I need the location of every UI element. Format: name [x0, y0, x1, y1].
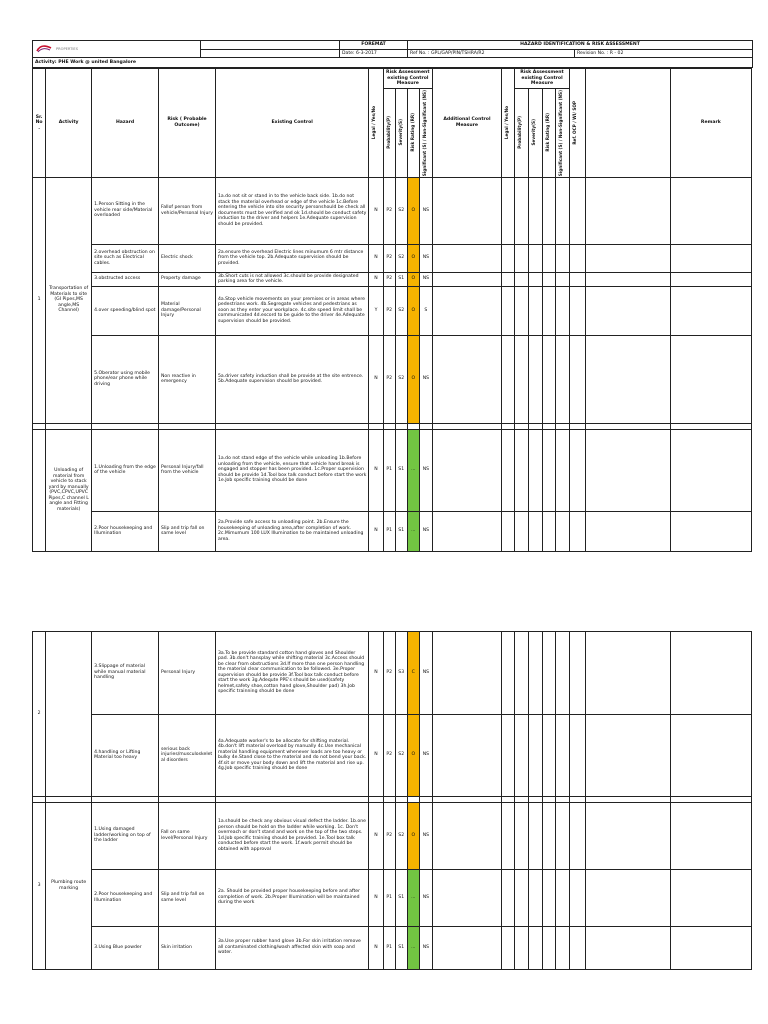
- table-row: [33, 429, 752, 511]
- probability-cell: P2: [383, 714, 395, 796]
- empty-cell: [586, 177, 670, 244]
- empty-cell: [432, 335, 501, 423]
- legal-cell: N: [369, 244, 383, 272]
- empty-cell: [569, 926, 585, 969]
- table-row: [33, 714, 752, 796]
- empty-cell: [670, 511, 751, 551]
- risk-cell: Electric shock: [159, 244, 216, 272]
- empty-cell: [542, 802, 555, 869]
- empty-cell: [555, 286, 569, 335]
- col-severity-2: Severity(S): [529, 88, 542, 177]
- empty-cell: [501, 244, 514, 272]
- table-row: [33, 869, 752, 926]
- col-sr-no: Sr. No.: [33, 69, 46, 178]
- empty-cell: [432, 177, 501, 244]
- hazard-cell: 2.Poor housekeeping and Illumination: [92, 511, 159, 551]
- form-header: [32, 40, 753, 68]
- risk-rating-cell: O: [407, 286, 419, 335]
- empty-cell: [515, 272, 529, 286]
- significance-cell: NS: [419, 714, 432, 796]
- probability-cell: P1: [383, 926, 395, 969]
- empty-cell: [529, 429, 542, 511]
- significance-cell: NS: [419, 802, 432, 869]
- empty-cell: [501, 511, 514, 551]
- empty-cell: [542, 272, 555, 286]
- significance-cell: NS: [419, 244, 432, 272]
- empty-cell: [555, 272, 569, 286]
- empty-cell: [542, 177, 555, 244]
- ref-number: Ref No. : GPL/GAP/PIN/TSHRA/R2: [408, 49, 575, 58]
- sub-brand: PROPERTIES: [56, 46, 78, 51]
- empty-cell: [542, 631, 555, 714]
- risk-cell: Property damage: [159, 272, 216, 286]
- empty-cell: [542, 714, 555, 796]
- empty-cell: [586, 272, 670, 286]
- empty-cell: [569, 429, 585, 511]
- severity-cell: S1: [395, 869, 407, 926]
- risk-rating-cell: O: [407, 244, 419, 272]
- hazard-cell: 2.Poor housekeeping and Illumination: [92, 869, 159, 926]
- empty-cell: [432, 802, 501, 869]
- form-date: Date: 6-3-2017: [340, 49, 408, 58]
- col-legal: Legal / Yes/No: [369, 69, 383, 178]
- col-hazard: Hazard: [92, 69, 159, 178]
- section-number: 1: [33, 177, 46, 423]
- legal-cell: N: [369, 714, 383, 796]
- empty-cell: [501, 335, 514, 423]
- empty-cell: [529, 926, 542, 969]
- legal-cell: Y: [369, 286, 383, 335]
- empty-cell: [555, 511, 569, 551]
- col-risk-assessment-existing: Risk Assessment existing Control Measure: [383, 69, 432, 89]
- risk-cell: Personal Injury/fall from the vehicle: [159, 429, 216, 511]
- empty-cell: [515, 926, 529, 969]
- table-row: [33, 335, 752, 423]
- empty-cell: [501, 429, 514, 511]
- existing-control-cell: 1a.do not sit or stand in to the vehicle back side. 1b.do not stack the material overhead or edge of the vehicle 1c.Before entering the vehicle into site security personshould be check all documents must be verified and ok 1d.should be conduct safety induction to the driver and helpers 1e.Adequate supervision should be provided.: [215, 177, 368, 244]
- existing-control-cell: 1a.should be check any obvious visual defect the ladder. 1b.one person should be hold on the ladder while working. 1c. Don't overreach or don't stand and work on the top of the two steps. 1d.Job specific training should be provided. 1e.Tool box talk conducted before start the work. 1f.work permit should be obtained with approval: [215, 802, 368, 869]
- empty-cell: [555, 714, 569, 796]
- col-risk-assessment-additional: Risk Assessment existing Control Measure: [515, 69, 570, 89]
- probability-cell: P2: [383, 272, 395, 286]
- empty-cell: [586, 429, 670, 511]
- legal-cell: N: [369, 631, 383, 714]
- risk-cell: Fallof person from vehicle/Personal Injury: [159, 177, 216, 244]
- probability-cell: P2: [383, 286, 395, 335]
- risk-rating-cell: ...: [407, 429, 419, 511]
- empty-cell: [670, 286, 751, 335]
- empty-cell: [555, 335, 569, 423]
- legal-cell: N: [369, 926, 383, 969]
- risk-cell: Non reactive in emergency: [159, 335, 216, 423]
- significance-cell: NS: [419, 869, 432, 926]
- risk-cell: serious back injuries/musculoskeletal disorders: [159, 714, 216, 796]
- legal-cell: N: [369, 272, 383, 286]
- severity-cell: S1: [395, 926, 407, 969]
- table-row: [33, 511, 752, 551]
- empty-cell: [569, 631, 585, 714]
- empty-cell: [515, 714, 529, 796]
- legal-cell: N: [369, 429, 383, 511]
- company-name: FOREMAT: [340, 41, 408, 50]
- col-probability: Probability(P): [383, 88, 395, 177]
- godrej-logo-icon: [35, 43, 53, 55]
- col-risk: Risk ( Probable Outcome): [159, 69, 216, 178]
- empty-cell: [670, 802, 751, 869]
- hazard-cell: 1.Unloading from the edge of the vehicle: [92, 429, 159, 511]
- section-number: [33, 429, 46, 551]
- empty-cell: [432, 714, 501, 796]
- severity-cell: S2: [395, 714, 407, 796]
- legal-cell: N: [369, 869, 383, 926]
- empty-cell: [515, 244, 529, 272]
- empty-cell: [555, 869, 569, 926]
- legal-cell: N: [369, 511, 383, 551]
- form-title: HAZARD IDENTIFICATION & RISK ASSESSMENT: [408, 41, 753, 50]
- empty-cell: [432, 511, 501, 551]
- section-number: 2: [33, 631, 46, 796]
- empty-cell: [569, 286, 585, 335]
- empty-cell: [515, 177, 529, 244]
- significance-cell: NS: [419, 429, 432, 511]
- significance-cell: NS: [419, 335, 432, 423]
- empty-cell: [432, 272, 501, 286]
- table-row: [33, 244, 752, 272]
- empty-cell: [529, 286, 542, 335]
- risk-rating-cell: O: [407, 177, 419, 244]
- significance-cell: NS: [419, 511, 432, 551]
- empty-cell: [529, 511, 542, 551]
- empty-cell: [515, 335, 529, 423]
- significance-cell: S: [419, 286, 432, 335]
- empty-cell: [586, 286, 670, 335]
- severity-cell: S2: [395, 177, 407, 244]
- empty-cell: [555, 177, 569, 244]
- existing-control-cell: 3a.To be provide standard cotton hand gloves and Shoulder pad. 3b.don't hansplay while shifting material 3c.Access should be clear from obstructions 3d.If more than one person handling the material clear communication to be followed. 3e.Proper supervision should be provide 3f.Tool box talk conduct before start the work 3g.Adequte PPE's should be used(safety helmet,safety shoe,cotton hand glove,Shoulder pad) 3h.Job specific trainning should be done: [215, 631, 368, 714]
- risk-cell: Personal Injury: [159, 631, 216, 714]
- empty-cell: [542, 286, 555, 335]
- empty-cell: [501, 802, 514, 869]
- hazard-cell: 2.overhead obstruction on site such as Electrical cables.: [92, 244, 159, 272]
- existing-control-cell: 3b.Short cuts is not allowed 3c.should be provide designated parking area for the vehicle.: [215, 272, 368, 286]
- significance-cell: NS: [419, 926, 432, 969]
- table-row: [33, 802, 752, 869]
- empty-cell: [529, 335, 542, 423]
- severity-cell: S1: [395, 511, 407, 551]
- severity-cell: S3: [395, 631, 407, 714]
- legal-cell: N: [369, 802, 383, 869]
- probability-cell: P2: [383, 802, 395, 869]
- risk-rating-cell: ...: [407, 869, 419, 926]
- risk-rating-cell: O: [407, 714, 419, 796]
- severity-cell: S2: [395, 335, 407, 423]
- probability-cell: P2: [383, 244, 395, 272]
- probability-cell: P2: [383, 631, 395, 714]
- empty-cell: [501, 631, 514, 714]
- empty-cell: [542, 926, 555, 969]
- empty-cell: [670, 926, 751, 969]
- existing-control-cell: 2a.Provide safe access to unloading point. 2b.Ensure the housekeeping of unloading area,after completion of work. 2c.Mimumum 100 LUX Illumination to be maintained unloading area.: [215, 511, 368, 551]
- probability-cell: P1: [383, 869, 395, 926]
- empty-cell: [555, 429, 569, 511]
- empty-cell: [586, 511, 670, 551]
- section-divider: [33, 551, 752, 631]
- empty-cell: [529, 631, 542, 714]
- severity-cell: S1: [395, 272, 407, 286]
- empty-cell: [542, 335, 555, 423]
- empty-cell: [529, 272, 542, 286]
- empty-cell: [432, 631, 501, 714]
- revision-number: Revision No. : R - 02: [575, 49, 753, 58]
- empty-cell: [586, 926, 670, 969]
- hazard-cell: 1.Using damaged ladder/working on top of the ladder: [92, 802, 159, 869]
- table-row: [33, 272, 752, 286]
- empty-cell: [555, 244, 569, 272]
- hazard-cell: 3.Using Blue powder: [92, 926, 159, 969]
- col-legal-2: Legal / Yes/No: [501, 69, 514, 178]
- activity-cell: Unloading of material from vehicle to stack yard by manually (PVC,CPVC,UPVC Pipes,C channel L angle and Fitting materials): [46, 429, 92, 551]
- empty-cell: [529, 714, 542, 796]
- empty-cell: [515, 802, 529, 869]
- significance-cell: NS: [419, 272, 432, 286]
- empty-cell: [501, 272, 514, 286]
- empty-cell: [569, 869, 585, 926]
- empty-cell: [432, 244, 501, 272]
- hazard-cell: 5.Oberator using mobile phone/ear phone while driving: [92, 335, 159, 423]
- hazard-cell: 4.handling or Lifting Material too heavy: [92, 714, 159, 796]
- empty-cell: [432, 926, 501, 969]
- empty-cell: [586, 869, 670, 926]
- risk-rating-cell: O: [407, 802, 419, 869]
- godrej-logo: [35, 43, 198, 55]
- empty-cell: [670, 244, 751, 272]
- empty-cell: [555, 631, 569, 714]
- severity-cell: S2: [395, 244, 407, 272]
- empty-cell: [569, 511, 585, 551]
- col-significance: Significant (S) / Non-Significant (NS): [419, 88, 432, 177]
- existing-control-cell: 3a.Use proper rubber hand glove 3b.For skin irritation remove all contaminated clothing/wash affected skin with soap and water.: [215, 926, 368, 969]
- severity-cell: S2: [395, 286, 407, 335]
- col-remark: Remark: [670, 69, 751, 178]
- table-row: [33, 177, 752, 244]
- col-risk-rating: Risk Rating (RR): [407, 88, 419, 177]
- existing-control-cell: 1a.do not stand edge of the vehicle while unloading 1b.Before unloading from the vehicle, ensure that vehicle hand break is engaged and stopper has been provided. 1c.Proper supervision should be provide 1d.Tool box talk conduct before start the work 1e.Job specific training should be done: [215, 429, 368, 511]
- empty-cell: [569, 802, 585, 869]
- hazard-cell: 3.Slippage of material while manual material handling: [92, 631, 159, 714]
- empty-cell: [432, 869, 501, 926]
- empty-cell: [555, 926, 569, 969]
- section-number: 3: [33, 802, 46, 969]
- risk-assessment-table: [32, 68, 752, 970]
- empty-cell: [515, 429, 529, 511]
- empty-cell: [586, 714, 670, 796]
- hazard-cell: 1.Person Sitting in the vehicle rear side/Material overloaded: [92, 177, 159, 244]
- table-row: [33, 286, 752, 335]
- empty-cell: [670, 869, 751, 926]
- risk-rating-cell: C: [407, 631, 419, 714]
- activity-cell: [46, 631, 92, 796]
- empty-cell: [586, 802, 670, 869]
- empty-cell: [501, 177, 514, 244]
- significance-cell: NS: [419, 631, 432, 714]
- empty-cell: [432, 429, 501, 511]
- col-existing-control: Existing Control: [215, 69, 368, 178]
- existing-control-cell: 4a.Stop vehicle movements on your premises or in areas where pedestrians work. 4b.Segregate vehicles and pedestrians as soon as they enter your workplace. 4c.site speed limit shall be communicated 4d.escord to be guide to the driver 4e.Adequate supervision should be provided.: [215, 286, 368, 335]
- empty-cell: [515, 631, 529, 714]
- risk-cell: Material damage/Personal Injury: [159, 286, 216, 335]
- probability-cell: P2: [383, 335, 395, 423]
- empty-cell: [569, 244, 585, 272]
- legal-cell: N: [369, 335, 383, 423]
- hazard-cell: 4.over speeding/blind spot: [92, 286, 159, 335]
- empty-cell: [542, 429, 555, 511]
- empty-cell: [670, 631, 751, 714]
- empty-cell: [501, 869, 514, 926]
- empty-cell: [569, 335, 585, 423]
- empty-cell: [670, 714, 751, 796]
- empty-cell: [501, 286, 514, 335]
- existing-control-cell: 4a.Adequate worker's to be allocate for shifting material. 4b.don't lift material overload by manually 4c.Use mechanical material handling equipment whenever loads are too heavy or bulky 4e.Stand close to the material and do not bend your back. 4f.sit or move your body down and lift the material and rise up. 4g.Job specific training should be done: [215, 714, 368, 796]
- col-severity: Severity(S): [395, 88, 407, 177]
- empty-cell: [515, 511, 529, 551]
- probability-cell: P1: [383, 511, 395, 551]
- existing-control-cell: 2a.ensure the overhead Electric lines minumum 6 mtr distance from the vehicle top. 2b.Adequate supervision should be provided.: [215, 244, 368, 272]
- risk-cell: Skin irritation: [159, 926, 216, 969]
- table-row: [33, 631, 752, 714]
- significance-cell: NS: [419, 177, 432, 244]
- existing-control-cell: 2a. Should be provided proper housekeeping before and after completion of work. 2b.Proper Illumination will be maintained during the work: [215, 869, 368, 926]
- col-ocp: Ref. OCP / WI/ SOP: [569, 69, 585, 178]
- risk-rating-cell: ...: [407, 926, 419, 969]
- empty-cell: [542, 511, 555, 551]
- empty-cell: [501, 926, 514, 969]
- activity-cell: Transportation of Materials to site (GI Pipes,MS angle,MS Channel): [46, 177, 92, 423]
- empty-cell: [515, 286, 529, 335]
- risk-cell: Slip and trip fall on same level: [159, 511, 216, 551]
- empty-cell: [670, 177, 751, 244]
- empty-cell: [529, 802, 542, 869]
- hazard-cell: 3.obstructed access: [92, 272, 159, 286]
- table-row: [33, 926, 752, 969]
- empty-cell: [542, 869, 555, 926]
- risk-rating-cell: ...: [407, 511, 419, 551]
- risk-cell: Fall on same level/Personal Injury: [159, 802, 216, 869]
- empty-cell: [432, 286, 501, 335]
- empty-cell: [586, 631, 670, 714]
- severity-cell: S2: [395, 802, 407, 869]
- risk-rating-cell: O: [407, 272, 419, 286]
- empty-cell: [529, 244, 542, 272]
- col-probability-2: Probability(P): [515, 88, 529, 177]
- risk-cell: Slip and trip fall on same level: [159, 869, 216, 926]
- empty-cell: [586, 335, 670, 423]
- activity-title: Activity: PHE Work @ united Bangalore: [33, 58, 753, 68]
- col-risk-rating-2: Risk Rating (RR): [542, 88, 555, 177]
- empty-cell: [569, 272, 585, 286]
- col-significance-2: Significant (S) / Non-Significant (NS): [555, 88, 569, 177]
- empty-cell: [501, 714, 514, 796]
- empty-cell: [569, 714, 585, 796]
- legal-cell: N: [369, 177, 383, 244]
- probability-cell: P1: [383, 429, 395, 511]
- activity-cell: Plumbing route marking: [46, 802, 92, 969]
- col-additional-control: Additional Control Measure: [432, 69, 501, 178]
- empty-cell: [670, 429, 751, 511]
- severity-cell: S1: [395, 429, 407, 511]
- empty-cell: [542, 244, 555, 272]
- logo-cell: [33, 41, 201, 58]
- risk-rating-cell: O: [407, 335, 419, 423]
- empty-cell: [529, 177, 542, 244]
- empty-cell: [529, 869, 542, 926]
- empty-cell: [555, 802, 569, 869]
- empty-cell: [670, 272, 751, 286]
- existing-control-cell: 5a.driver safety induction shall be provide at the site entrence. 5b.Adequate supervision should be provided.: [215, 335, 368, 423]
- empty-cell: [515, 869, 529, 926]
- col-activity: Activity: [46, 69, 92, 178]
- probability-cell: P2: [383, 177, 395, 244]
- empty-cell: [586, 244, 670, 272]
- empty-cell: [569, 177, 585, 244]
- empty-cell: [670, 335, 751, 423]
